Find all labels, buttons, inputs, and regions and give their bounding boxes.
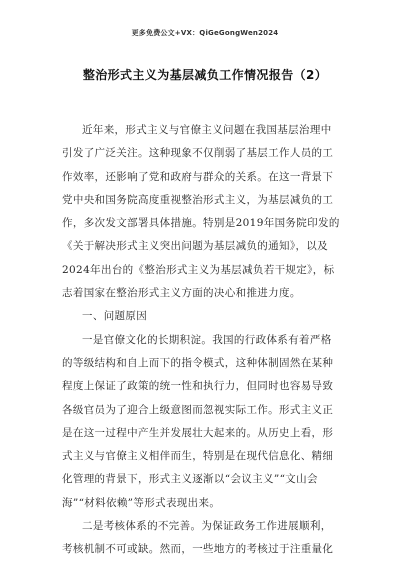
- paragraph-line: 作效率，还影响了党和政府与群众的关系。在这一背景下: [62, 170, 334, 183]
- paragraph-line: 海”“材料依赖”等形式表现出来。: [62, 496, 221, 509]
- paragraph-line: 考核机制不可或缺。然而，一些地方的考核过于注重量化: [62, 543, 334, 556]
- paragraph-line: 志着国家在整治形式主义方面的决心和推进力度。: [62, 287, 301, 300]
- paragraph-line: 一是官僚文化的长期积淀。我国的行政体系有着严格: [82, 333, 332, 346]
- paragraph-line: 的等级结构和自上而下的指令模式，这种体制固然在某种: [62, 356, 334, 369]
- paragraph-line: 党中央和国务院高度重视整治形式主义，为基层减负的工: [62, 193, 334, 206]
- paragraph-line: 近年来，形式主义与官僚主义问题在我国基层治理中: [82, 124, 332, 136]
- paragraph-line: 引发了广泛关注。这种现象不仅削弱了基层工作人员的工: [62, 147, 334, 160]
- section-heading: 一、问题原因: [82, 310, 148, 323]
- paragraph-line: 是在这一过程中产生并发展壮大起来的。从历史上看，形: [62, 426, 334, 439]
- paragraph-line: 程度上保证了政策的统一性和执行力，但同时也容易导致: [62, 380, 334, 393]
- paragraph-line: 各级官员为了迎合上级意图而忽视实际工作。形式主义正: [62, 403, 334, 416]
- promo-banner: 更多免费公文+VX：QiGeGongWen2024: [131, 29, 279, 37]
- paragraph-line: 二是考核体系的不完善。为保证政务工作进展顺利，: [82, 520, 332, 533]
- paragraph-line: 式主义与官僚主义相伴而生，特别是在现代信息化、精细: [62, 450, 334, 463]
- paragraph-line: 《关于解决形式主义突出问题为基层减负的通知》，以及: [62, 240, 328, 253]
- paragraph-line: 化管理的背景下，形式主义逐渐以“会议主义”“文山会: [62, 473, 318, 486]
- paragraph-line: 2024年出台的《整治形式主义为基层减负若干规定》，标: [62, 263, 335, 276]
- document-title: 整治形式主义为基层减负工作情况报告（2）: [82, 68, 328, 82]
- document-body: [62, 119, 352, 562]
- paragraph-line: 作，多次发文部署具体措施。特别是2019年国务院印发的: [62, 217, 340, 230]
